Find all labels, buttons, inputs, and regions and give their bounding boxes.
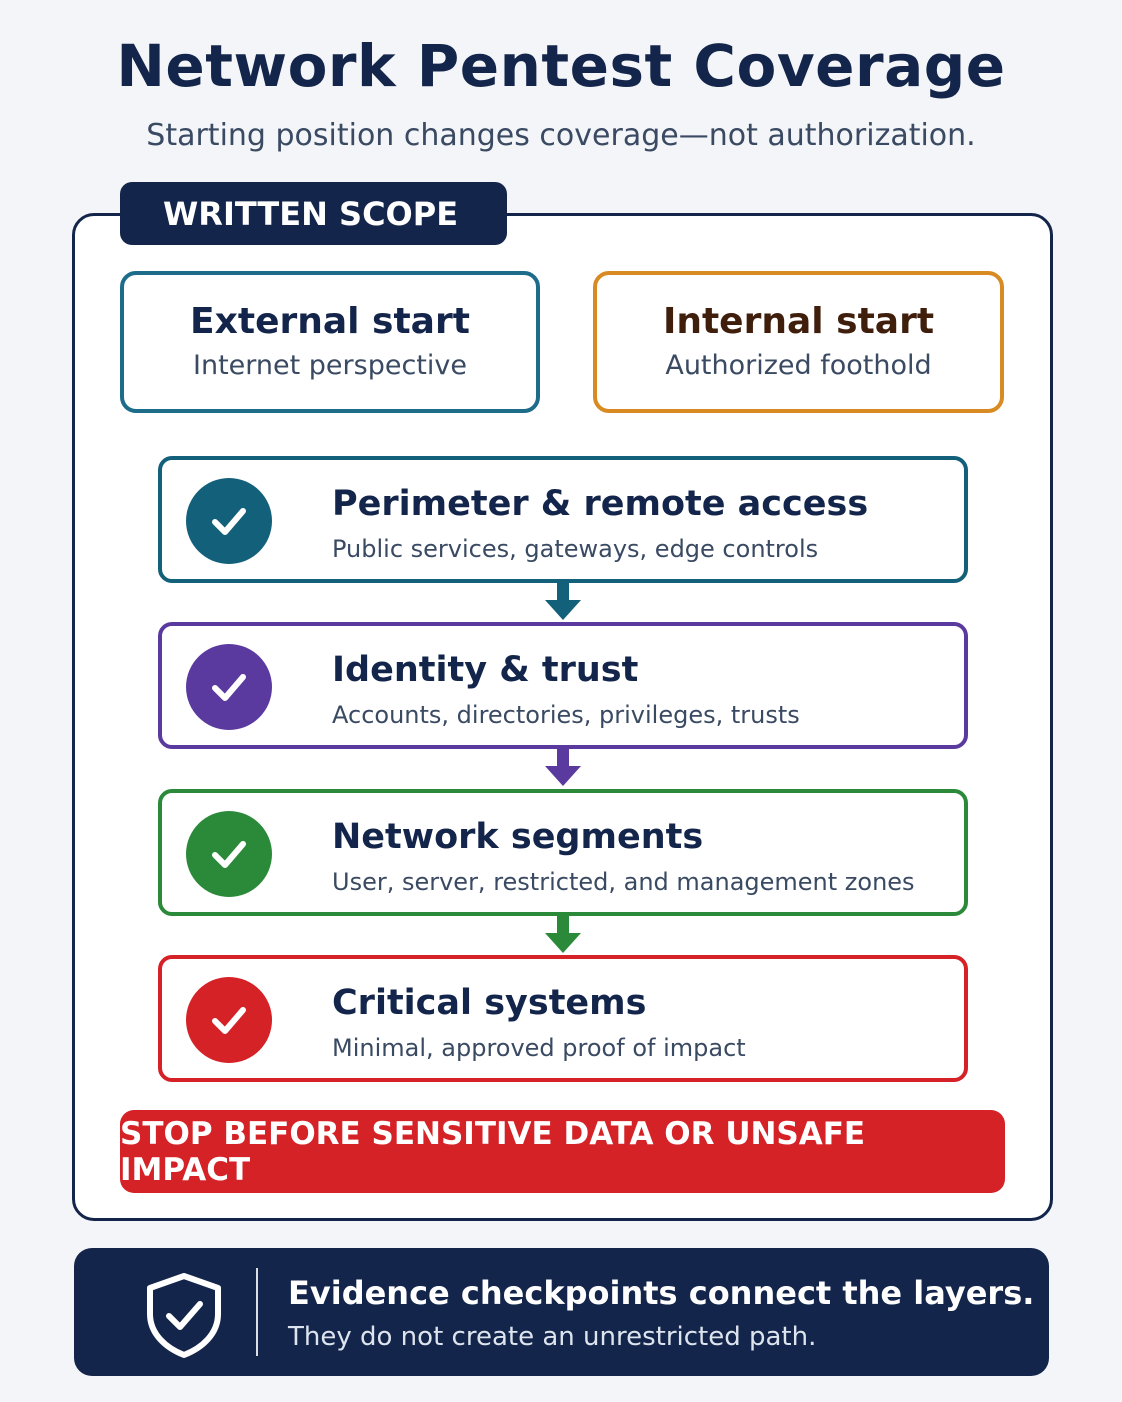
internal-start-title: Internal start (662, 301, 935, 342)
layer-title: Network segments (332, 817, 704, 857)
layer-description: User, server, restricted, and management zones (332, 868, 915, 896)
evidence-subtitle: They do not create an unrestricted path. (288, 1322, 817, 1352)
written-scope-label: WRITTEN SCOPE (163, 194, 459, 233)
check-icon (186, 977, 272, 1063)
evidence-callout (74, 1248, 1049, 1376)
check-icon (186, 644, 272, 730)
layer-critical-systems (158, 955, 968, 1082)
layer-identity (158, 622, 968, 749)
page-subtitle: Starting position changes coverage—not authorization. (146, 118, 976, 153)
layer-segments (158, 789, 968, 916)
internal-start-subtitle: Authorized foothold (665, 350, 932, 381)
check-icon (186, 478, 272, 564)
external-start-box (120, 271, 540, 413)
check-icon (186, 811, 272, 897)
page-title: Network Pentest Coverage (116, 32, 1006, 100)
layer-title: Perimeter & remote access (332, 484, 869, 524)
layer-description: Accounts, directories, privileges, trusts (332, 701, 800, 729)
arrow-down-icon (545, 582, 581, 622)
layer-description: Minimal, approved proof of impact (332, 1034, 746, 1062)
arrow-down-icon (545, 748, 581, 788)
layer-title: Identity & trust (332, 650, 639, 690)
internal-start-box (593, 271, 1004, 413)
external-start-subtitle: Internet perspective (193, 350, 467, 381)
stop-banner (120, 1110, 1005, 1193)
arrow-down-icon (545, 915, 581, 955)
external-start-title: External start (190, 301, 470, 342)
evidence-title: Evidence checkpoints connect the layers. (288, 1274, 1035, 1312)
layer-perimeter (158, 456, 968, 583)
written-scope-tab (120, 182, 507, 245)
stop-banner-text: STOP BEFORE SENSITIVE DATA OR UNSAFE IMPACT (120, 1115, 866, 1188)
layer-description: Public services, gateways, edge controls (332, 535, 819, 563)
evidence-divider (256, 1268, 258, 1356)
shield-check-icon (142, 1270, 226, 1360)
layer-title: Critical systems (332, 983, 647, 1023)
